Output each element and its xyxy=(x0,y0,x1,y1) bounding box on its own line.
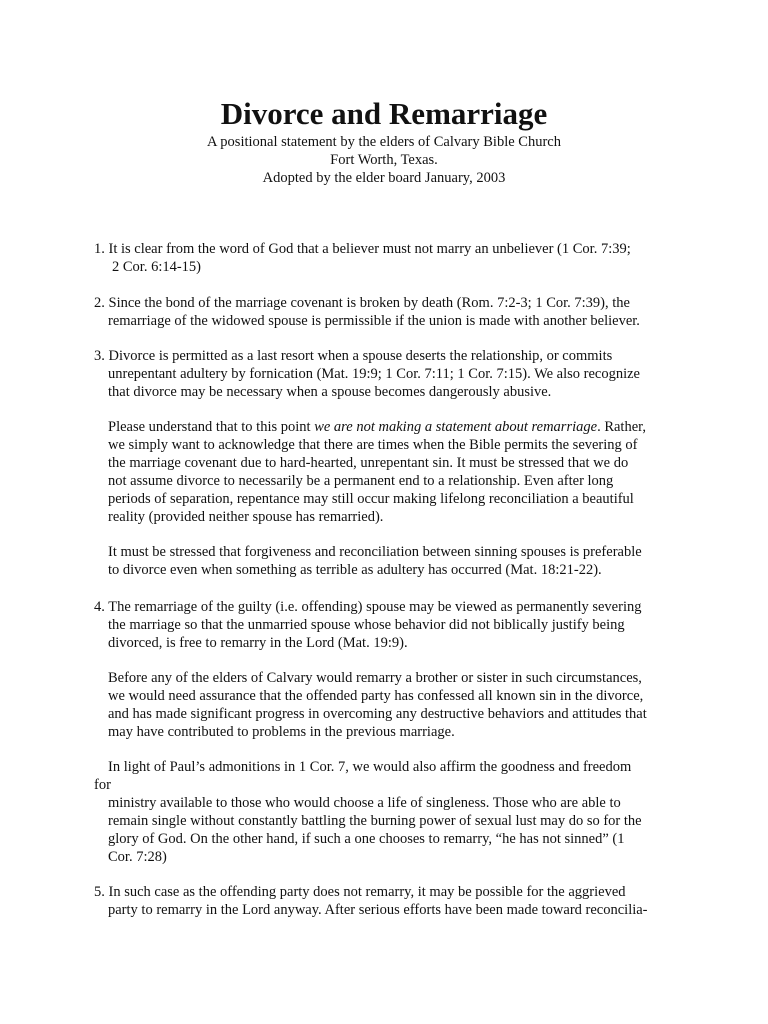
item-5-line-2: party to remarry in the Lord anyway. After serious efforts have been made toward reconcilia- xyxy=(108,902,648,918)
item-1-line-2: 2 Cor. 6:14-15) xyxy=(112,259,202,275)
item-3-line-3: that divorce may be necessary when a spouse becomes dangerously abusive. xyxy=(108,384,552,400)
item-1-number: 1. xyxy=(94,241,105,257)
item-3-paragraph-2-line-2: we simply want to acknowledge that there are times when the Bible permits the severing of xyxy=(108,437,638,453)
item-3-p2-lead: Please understand that to this point xyxy=(108,419,315,435)
item-5-line-1 xyxy=(94,883,626,901)
item-4-paragraph-3-line-3: ministry available to those who would choose a life of singleness. Those who are able to xyxy=(108,795,621,811)
item-4-paragraph-3-line-2: for xyxy=(94,777,111,793)
item-3-line-2: unrepentant adultery by fornication (Mat. 19:9; 1 Cor. 7:11; 1 Cor. 7:15). We also recognize xyxy=(108,366,640,382)
item-5-text: In such case as the offending party does not remarry, it may be possible for the aggrieved xyxy=(108,884,626,900)
item-4-paragraph-3-line-5: glory of God. On the other hand, if such a one chooses to remarry, “he has not sinned” (1 xyxy=(108,831,625,847)
item-3-paragraph-2-line-4: not assume divorce to necessarily be a permanent end to a relationship. Even after long xyxy=(108,473,614,489)
item-4-paragraph-2-line-2: we would need assurance that the offended party has confessed all known sin in the divorce, xyxy=(108,688,644,704)
item-1-text: It is clear from the word of God that a believer must not marry an unbeliever (1 Cor. 7:39; xyxy=(108,241,631,257)
item-3-p2-emphasis: we are not making a statement about remarriage xyxy=(314,419,598,435)
document-location: Fort Worth, Texas. xyxy=(330,152,438,168)
item-3-number: 3. xyxy=(94,348,105,364)
item-4-line-1 xyxy=(94,598,641,616)
item-4-line-2: the marriage so that the unmarried spouse whose behavior did not biblically justify being xyxy=(108,617,625,633)
item-3-paragraph-3-line-2: to divorce even when something as terrible as adultery has occurred (Mat. 18:21-22). xyxy=(108,562,602,578)
item-1-line-1 xyxy=(94,240,631,258)
document-title: Divorce and Remarriage xyxy=(220,96,548,131)
item-5-number: 5. xyxy=(94,884,105,900)
item-3-paragraph-2-line-6: reality (provided neither spouse has remarried). xyxy=(108,509,384,525)
item-2-line-1 xyxy=(94,294,630,312)
item-3-paragraph-3-line-1: It must be stressed that forgiveness and reconciliation between sinning spouses is preferable xyxy=(108,544,642,560)
item-2-number: 2. xyxy=(94,295,105,311)
item-3-paragraph-2-line-1 xyxy=(108,418,646,436)
item-4-paragraph-2-line-3: and has made significant progress in overcoming any destructive behaviors and attitudes that xyxy=(108,706,647,722)
item-4-number: 4. xyxy=(94,599,105,615)
document-adoption-date: Adopted by the elder board January, 2003 xyxy=(262,170,506,186)
item-3-paragraph-2-line-5: periods of separation, repentance may still occur making lifelong reconciliation a beautiful xyxy=(108,491,634,507)
item-4-paragraph-3-line-6: Cor. 7:28) xyxy=(108,849,167,865)
item-4-line-3: divorced, is free to remarry in the Lord (Mat. 19:9). xyxy=(108,635,408,651)
item-4-paragraph-3-line-4: remain single without constantly battling the burning power of sexual lust may do so for the xyxy=(108,813,642,829)
item-4-paragraph-2-line-1: Before any of the elders of Calvary would remarry a brother or sister in such circumstances, xyxy=(108,670,642,686)
item-3-paragraph-2-line-3: the marriage covenant due to hard-hearted, unrepentant sin. It must be stressed that we do xyxy=(108,455,629,471)
document-subtitle: A positional statement by the elders of Calvary Bible Church xyxy=(207,134,561,150)
item-3-line-1 xyxy=(94,347,612,365)
item-3-p2-tail: . Rather, xyxy=(597,419,647,435)
item-4-paragraph-3-line-1: In light of Paul’s admonitions in 1 Cor. 7, we would also affirm the goodness and freedom xyxy=(108,759,632,775)
item-2-line-2: remarriage of the widowed spouse is permissible if the union is made with another believer. xyxy=(108,313,640,329)
item-2-text: Since the bond of the marriage covenant is broken by death (Rom. 7:2-3; 1 Cor. 7:39), the xyxy=(108,295,630,311)
item-4-text: The remarriage of the guilty (i.e. offending) spouse may be viewed as permanently severing xyxy=(108,599,642,615)
item-3-text: Divorce is permitted as a last resort when a spouse deserts the relationship, or commits xyxy=(108,348,613,364)
item-4-paragraph-2-line-4: may have contributed to problems in the previous marriage. xyxy=(108,724,455,740)
